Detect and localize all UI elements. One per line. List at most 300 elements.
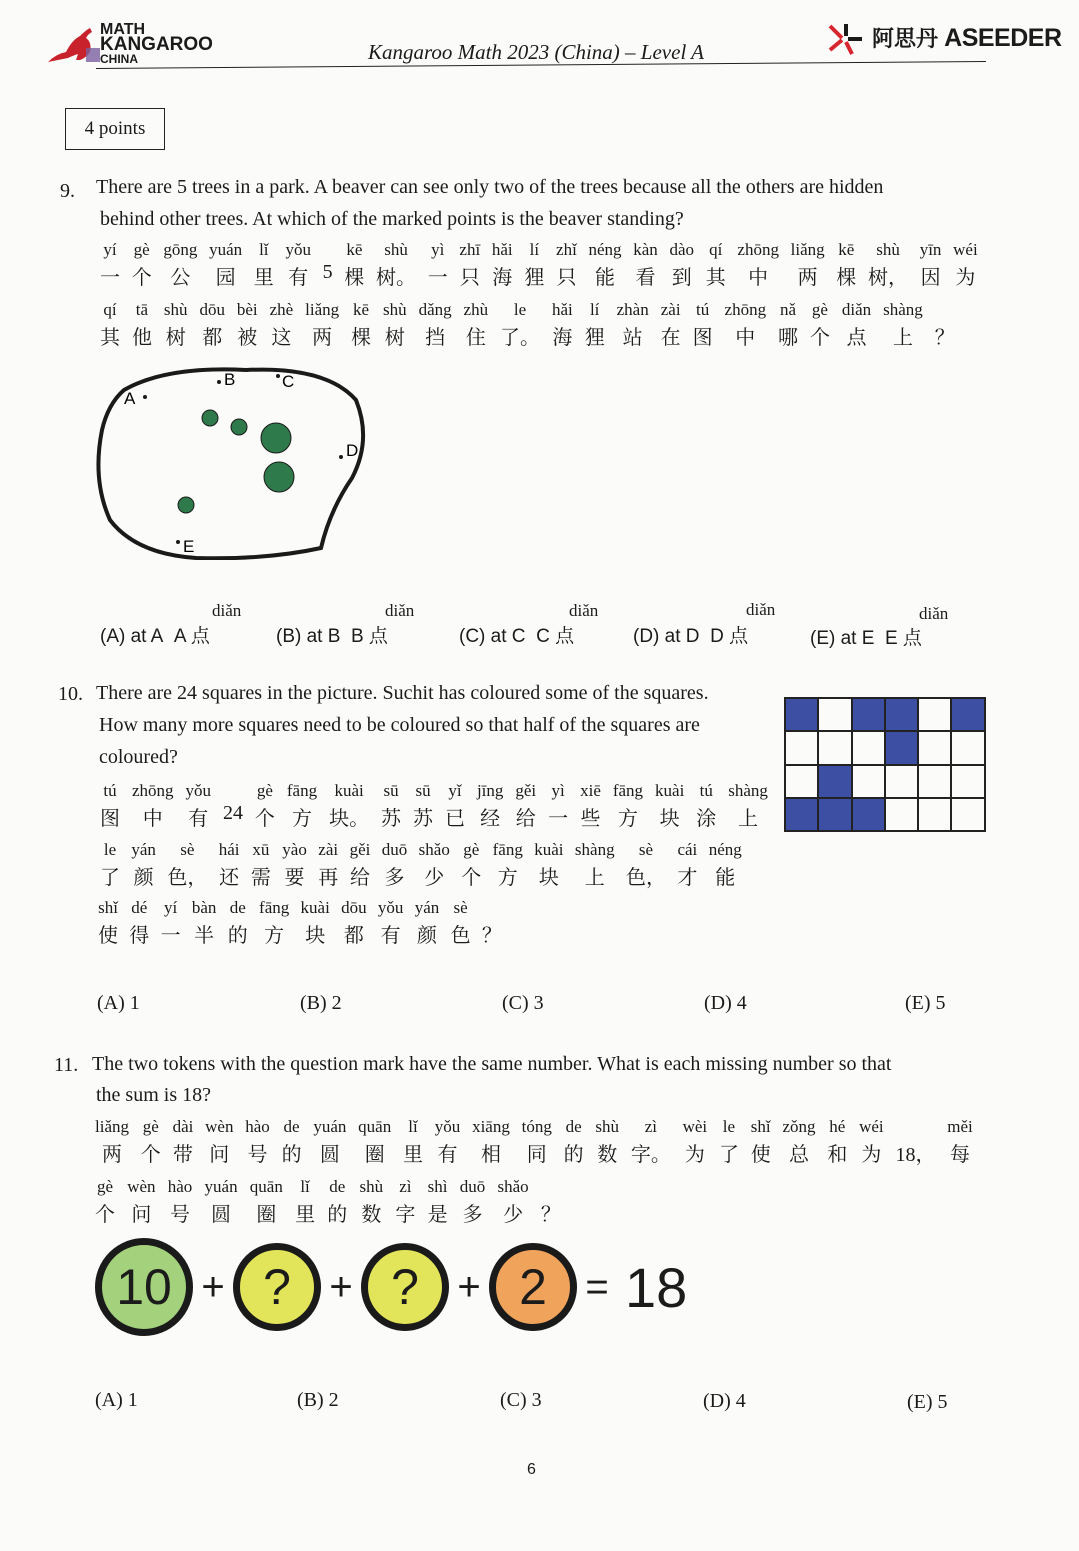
hanzi: 上 <box>892 327 913 349</box>
hanzi: 哪 <box>778 327 799 349</box>
grid-cell-coloured <box>852 798 885 831</box>
pinyin-char <box>574 840 615 889</box>
pinyin-char <box>633 240 658 289</box>
hanzi: 棵 <box>344 267 365 289</box>
hanzi: 块 <box>305 925 326 947</box>
pinyin: yuán <box>313 1117 347 1136</box>
pinyin: shǎo <box>418 840 450 859</box>
pinyin: hào <box>245 1117 270 1136</box>
pinyin-char <box>259 898 290 947</box>
pinyin-char <box>329 781 370 830</box>
hanzi: 住 <box>465 327 486 349</box>
plus-sign-3: + <box>457 1264 481 1309</box>
pinyin: tú <box>699 781 713 800</box>
pinyin-char <box>327 1177 348 1226</box>
pinyin-char <box>167 1177 193 1226</box>
token-value: ? <box>391 1259 419 1315</box>
hanzi: 两 <box>312 327 333 349</box>
pinyin-char <box>476 781 504 830</box>
pinyin: zài <box>660 300 681 319</box>
hanzi: 给 <box>350 867 370 889</box>
pinyin-char <box>95 1177 115 1226</box>
pinyin-char <box>358 1117 392 1166</box>
pinyin: zhù <box>463 300 489 319</box>
q9-option-d-label: (D) at D <box>633 626 700 647</box>
pinyin-char <box>682 1117 708 1166</box>
hanzi: 苏 <box>381 808 402 830</box>
pinyin: néng <box>588 240 622 259</box>
pinyin-char <box>381 840 408 889</box>
pinyin-char <box>351 300 372 349</box>
park-boundary <box>98 369 363 558</box>
pinyin: fāng <box>259 898 290 917</box>
q10-option-e[interactable]: (E) 5 <box>905 992 946 1014</box>
point-d-label: D <box>346 441 359 460</box>
pinyin: néng <box>708 840 742 859</box>
hanzi: 同 <box>526 1144 547 1166</box>
hanzi: 24 <box>222 802 243 824</box>
hanzi: 树 <box>165 327 186 349</box>
hanzi: 还 <box>219 867 240 889</box>
hanzi: 多 <box>462 1204 483 1226</box>
hanzi: 的 <box>281 1144 302 1166</box>
brand-cn: 阿思丹 <box>872 26 939 51</box>
kangaroo-icon <box>46 26 102 64</box>
point-a-dot <box>143 395 147 399</box>
hanzi: 到 <box>671 267 692 289</box>
pinyin: zhī <box>459 240 481 259</box>
hanzi: 数 <box>597 1144 618 1166</box>
pinyin-char <box>492 840 523 889</box>
pinyin: gěi <box>515 781 537 800</box>
q11-option-d[interactable]: (D) 4 <box>703 1390 746 1412</box>
hanzi: 其 <box>100 327 120 349</box>
hanzi: 在 <box>660 327 681 349</box>
pinyin-char <box>95 1117 129 1166</box>
pinyin: kē <box>346 240 363 259</box>
pinyin-char <box>515 781 537 830</box>
hanzi: 中 <box>748 267 769 289</box>
grid-cell-empty <box>885 798 918 831</box>
hanzi: 里 <box>253 267 274 289</box>
q9-option-e-cn: E 点 <box>884 628 922 649</box>
logo-china: CHINA <box>100 52 138 66</box>
q9-option-a-pinyin: diǎn <box>212 601 242 620</box>
pinyin-char <box>827 1117 848 1166</box>
hanzi: 号 <box>170 1204 191 1226</box>
hanzi: 个 <box>140 1144 161 1166</box>
grid-cell-coloured <box>885 731 918 764</box>
point-d-dot <box>339 455 343 459</box>
q9-pinyin-line-1 <box>100 240 978 289</box>
pinyin-char <box>669 240 695 289</box>
pinyin: dōu <box>341 898 367 917</box>
pinyin: shù <box>163 300 188 319</box>
q9-option-e-pinyin: diǎn <box>919 604 949 623</box>
pinyin-char <box>344 240 365 289</box>
pinyin-char <box>588 240 622 289</box>
pinyin: zhǐ <box>556 240 577 259</box>
pinyin-char <box>323 240 333 285</box>
pinyin: xiē <box>580 781 601 800</box>
pinyin: wéi <box>859 1117 884 1136</box>
pinyin-char <box>459 240 481 289</box>
hanzi: 数 <box>361 1204 382 1226</box>
hanzi: 了。 <box>500 327 541 349</box>
pinyin-char <box>381 781 402 830</box>
q9-text-line1: There are 5 trees in a park. A beaver can see only two of the trees because all the others are hidden <box>96 176 884 198</box>
pinyin: zhōng <box>737 240 779 259</box>
hanzi: 方 <box>497 867 518 889</box>
hanzi: 方 <box>617 808 638 830</box>
pinyin: yán <box>131 840 156 859</box>
pinyin-char <box>209 240 243 289</box>
pinyin-char <box>551 300 573 349</box>
pinyin: fāng <box>286 781 318 800</box>
hanzi: 为 <box>684 1144 705 1166</box>
pinyin-char <box>295 1177 316 1226</box>
pinyin-char <box>163 240 198 289</box>
pinyin: shàng <box>728 781 768 800</box>
grid-cell-empty <box>852 765 885 798</box>
q9-number: 9. <box>60 180 75 202</box>
pinyin-char <box>883 300 923 349</box>
pinyin: lǐ <box>300 1177 310 1196</box>
tree-5 <box>178 497 194 513</box>
hanzi: 问 <box>209 1144 230 1166</box>
hanzi: 都 <box>343 925 364 947</box>
q11-option-a[interactable]: (A) 1 <box>95 1389 138 1411</box>
pinyin-char <box>205 1117 234 1166</box>
logo-math: MATH <box>100 21 146 38</box>
q9-option-a[interactable] <box>100 621 210 648</box>
hanzi: 总 <box>789 1144 810 1166</box>
pinyin-char <box>563 1117 584 1166</box>
point-e-label: E <box>183 537 195 556</box>
grid-cell-coloured <box>951 698 984 731</box>
pinyin-char <box>434 1117 461 1166</box>
pinyin: yǒu <box>377 898 404 917</box>
hanzi: 个 <box>254 808 275 830</box>
pinyin: quān <box>249 1177 283 1196</box>
hanzi: 有 <box>380 925 401 947</box>
hanzi: 圆 <box>211 1204 232 1226</box>
pinyin-char <box>677 840 698 889</box>
pinyin: hǎi <box>491 240 513 259</box>
pinyin: měi <box>947 1117 973 1136</box>
pinyin: kàn <box>633 240 658 259</box>
pinyin-char <box>718 1117 739 1166</box>
pinyin-char <box>472 1117 510 1166</box>
q10-option-b[interactable]: (B) 2 <box>300 992 342 1014</box>
hanzi: 树， <box>868 267 909 289</box>
pinyin: wèn <box>127 1177 156 1196</box>
pinyin-char <box>413 781 434 830</box>
hanzi: 和 <box>827 1144 848 1166</box>
pinyin: fāng <box>612 781 644 800</box>
pinyin-char <box>140 1117 161 1166</box>
hanzi: 里 <box>403 1144 423 1166</box>
pinyin: yuán <box>204 1177 238 1196</box>
hanzi: 的 <box>563 1144 584 1166</box>
pinyin: gěi <box>349 840 371 859</box>
q10-pinyin-line-3 <box>98 898 502 947</box>
logo-kangaroo: KANGAROO <box>100 34 213 55</box>
pinyin-char <box>895 1117 936 1166</box>
q9-option-c-cn: C 点 <box>536 626 575 647</box>
pinyin: zài <box>318 840 339 859</box>
q11-option-e[interactable]: (E) 5 <box>907 1391 948 1413</box>
hanzi: 半 <box>194 925 215 947</box>
pinyin: zhōng <box>724 300 767 319</box>
pinyin: bèi <box>236 300 258 319</box>
pinyin-char <box>253 240 274 289</box>
token-question-2 <box>361 1243 449 1331</box>
q9-option-d[interactable] <box>633 621 748 648</box>
pinyin: zì <box>644 1117 657 1136</box>
pinyin-char <box>580 781 601 830</box>
hanzi: 每 <box>949 1144 970 1166</box>
hanzi: 能 <box>595 267 616 289</box>
pinyin: de <box>329 1177 346 1196</box>
q9-option-e[interactable] <box>810 623 922 650</box>
points-box: 4 points <box>65 108 165 150</box>
pinyin-char <box>100 300 120 349</box>
pinyin-char <box>947 1117 973 1166</box>
q11-option-b[interactable]: (B) 2 <box>297 1389 339 1411</box>
q9-option-c-label: (C) at C <box>459 626 526 647</box>
pinyin-char <box>269 300 294 349</box>
q11-pinyin-line-2 <box>95 1177 561 1226</box>
hanzi: 色， <box>625 867 666 889</box>
pinyin-char <box>199 300 225 349</box>
square-grid-figure <box>784 697 986 832</box>
hanzi: ？ <box>540 1204 561 1226</box>
hanzi: 这 <box>271 327 292 349</box>
q9-option-d-pinyin: diǎn <box>746 600 776 619</box>
sum-value: 18 <box>625 1255 688 1319</box>
hanzi: 相 <box>480 1144 501 1166</box>
token-2 <box>489 1243 577 1331</box>
pinyin: sū <box>383 781 399 800</box>
pinyin: shàng <box>883 300 923 319</box>
pinyin: shǎo <box>497 1177 529 1196</box>
hanzi: 公 <box>170 267 191 289</box>
pinyin: de <box>283 1117 300 1136</box>
pinyin: diǎn <box>841 300 872 319</box>
pinyin: zhōng <box>131 781 174 800</box>
q10-text-line1: There are 24 squares in the picture. Suchit has coloured some of the squares. <box>96 682 709 704</box>
plus-sign-1: + <box>201 1264 225 1309</box>
q9-option-b[interactable] <box>276 621 388 648</box>
hanzi: 点 <box>846 327 867 349</box>
hanzi: 5 <box>322 261 333 283</box>
pinyin: yán <box>414 898 440 917</box>
pinyin-char <box>595 1117 620 1166</box>
grid-cell-empty <box>918 731 951 764</box>
pinyin: zhàn <box>616 300 649 319</box>
pinyin: tú <box>103 781 117 800</box>
pinyin: nǎ <box>779 300 797 319</box>
pinyin-char <box>418 300 452 349</box>
tree-3 <box>261 423 291 453</box>
hanzi: 经 <box>480 808 501 830</box>
pinyin: shù <box>876 240 900 259</box>
q11-pinyin-line-1 <box>95 1117 973 1166</box>
pinyin-char <box>236 300 258 349</box>
pinyin: shàng <box>574 840 615 859</box>
q11-number: 11. <box>54 1054 79 1076</box>
pinyin-char <box>383 300 407 349</box>
pinyin: sè <box>453 898 468 917</box>
q11-option-c[interactable]: (C) 3 <box>500 1389 542 1411</box>
hanzi: 块。 <box>329 808 370 830</box>
pinyin: hào <box>167 1177 193 1196</box>
equals-sign: = <box>585 1264 609 1309</box>
hanzi: 能 <box>715 867 736 889</box>
hanzi: 为 <box>955 267 976 289</box>
q9-option-b-pinyin: diǎn <box>385 601 415 620</box>
q9-option-c[interactable] <box>459 621 574 648</box>
pinyin-char <box>696 781 717 830</box>
pinyin: dào <box>669 240 695 259</box>
pinyin: gè <box>256 781 273 800</box>
point-e-dot <box>176 540 180 544</box>
point-b-dot <box>217 380 221 384</box>
pinyin: yì <box>551 781 565 800</box>
pinyin-char <box>305 300 340 349</box>
pinyin-char <box>376 240 417 289</box>
pinyin-char <box>172 1117 194 1166</box>
hanzi: 一 <box>548 808 569 830</box>
pinyin-char <box>313 1117 347 1166</box>
hanzi: 号 <box>247 1144 268 1166</box>
pinyin: qí <box>103 300 117 319</box>
pinyin: yào <box>282 840 307 859</box>
header-title: Kangaroo Math 2023 (China) – Level A <box>368 40 704 64</box>
pinyin: lǐ <box>259 240 269 259</box>
pinyin-char <box>160 898 181 947</box>
hanzi: 圈 <box>364 1144 385 1166</box>
q10-option-c[interactable]: (C) 3 <box>502 992 544 1014</box>
pinyin: zǒng <box>782 1117 816 1136</box>
hanzi: 有 <box>188 808 209 830</box>
q10-option-a[interactable]: (A) 1 <box>97 992 140 1014</box>
hanzi: 的 <box>227 925 248 947</box>
token-question-1 <box>233 1243 321 1331</box>
hanzi: 个 <box>809 327 830 349</box>
pinyin-char <box>395 1177 416 1226</box>
hanzi: 两 <box>102 1144 122 1166</box>
pinyin: kē <box>353 300 370 319</box>
q9-text-line2: behind other trees. At which of the marked points is the beaver standing? <box>100 208 684 230</box>
hanzi: 使 <box>750 1144 771 1166</box>
pinyin-char <box>655 781 685 830</box>
pinyin-char <box>414 898 440 947</box>
hanzi: 涂 <box>696 808 717 830</box>
pinyin-char <box>548 781 569 830</box>
pinyin-char <box>349 840 371 889</box>
hanzi: 使 <box>98 925 118 947</box>
grid-cell-coloured <box>885 698 918 731</box>
pinyin-char <box>556 240 577 289</box>
q10-text-line2: How many more squares need to be coloured so that half of the squares are <box>99 714 700 736</box>
pinyin: tā <box>135 300 149 319</box>
pinyin-char <box>100 240 120 289</box>
pinyin-char <box>282 840 307 889</box>
pinyin-char <box>427 1177 448 1226</box>
pinyin-char <box>737 240 779 289</box>
page-number: 6 <box>527 1461 536 1478</box>
tree-4 <box>264 462 294 492</box>
pinyin: wèi <box>682 1117 708 1136</box>
pinyin-char <box>953 240 978 289</box>
pinyin-char <box>463 300 489 349</box>
hanzi: 上 <box>738 808 759 830</box>
pinyin: le <box>722 1117 736 1136</box>
hanzi: 了 <box>718 1144 739 1166</box>
pinyin-char <box>129 898 150 947</box>
pinyin: gè <box>811 300 828 319</box>
hanzi: 圆 <box>319 1144 340 1166</box>
pinyin-char <box>524 240 545 289</box>
pinyin-char <box>285 240 311 289</box>
q10-option-d[interactable]: (D) 4 <box>704 992 747 1014</box>
pinyin: shǐ <box>98 898 118 917</box>
grid-cell-empty <box>785 765 818 798</box>
hanzi: 个 <box>95 1204 115 1226</box>
pinyin: dǎng <box>418 300 452 319</box>
tree-2 <box>231 419 247 435</box>
pinyin: shù <box>359 1177 384 1196</box>
hanzi: 18， <box>895 1144 936 1166</box>
pinyin: sè <box>180 840 195 859</box>
pinyin-char <box>450 898 471 947</box>
pinyin-char <box>223 781 243 826</box>
tree-1 <box>202 410 218 426</box>
point-c-dot <box>276 374 280 378</box>
pinyin-char <box>612 781 644 830</box>
plus-sign-2: + <box>329 1264 353 1309</box>
hanzi: 挡 <box>425 327 446 349</box>
hanzi: 因 <box>920 267 941 289</box>
pinyin: dōu <box>199 300 225 319</box>
pinyin-char <box>245 1117 270 1166</box>
q9-option-a-label: (A) at A <box>100 626 164 647</box>
q10-pinyin-line-2 <box>100 840 742 889</box>
pinyin: lǐ <box>408 1117 418 1136</box>
pinyin: sū <box>415 781 431 800</box>
pinyin: dài <box>172 1117 194 1136</box>
hanzi: 树 <box>384 327 405 349</box>
hanzi: 圈 <box>256 1204 277 1226</box>
pinyin-char <box>191 898 217 947</box>
pinyin-char <box>418 840 450 889</box>
pinyin-char <box>281 1117 302 1166</box>
pinyin-char <box>868 240 909 289</box>
hanzi: 狸 <box>524 267 545 289</box>
pinyin: shì <box>427 1177 448 1196</box>
pinyin: de <box>229 898 246 917</box>
hanzi: 要 <box>284 867 305 889</box>
pinyin: duō <box>381 840 408 859</box>
pinyin: gè <box>96 1177 114 1196</box>
pinyin-char <box>318 840 339 889</box>
pinyin: hái <box>218 840 240 859</box>
pinyin-char <box>100 781 120 830</box>
pinyin-char <box>778 300 799 349</box>
q11-text-line1: The two tokens with the question mark have the same number. What is each missing number so that <box>92 1053 892 1075</box>
